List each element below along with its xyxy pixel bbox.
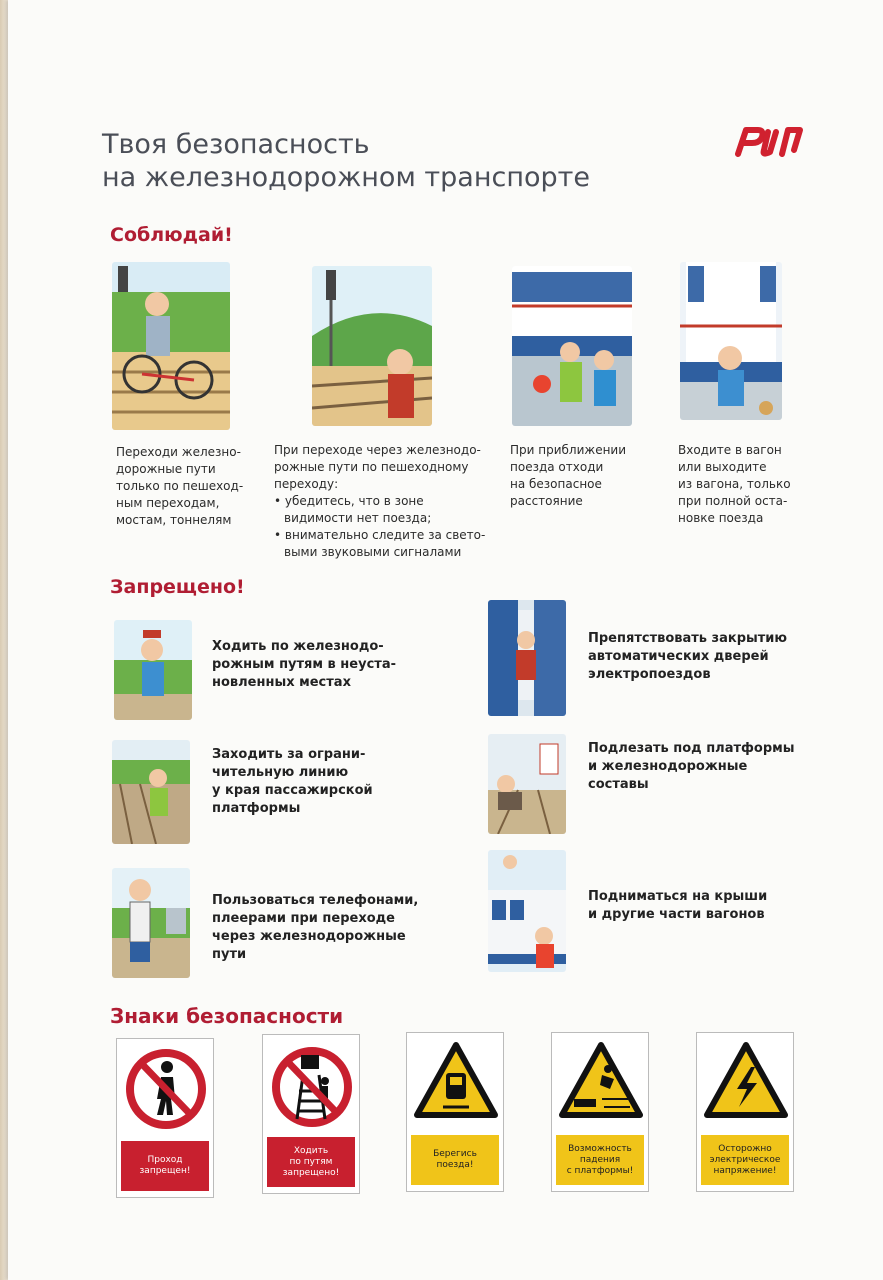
observe-caption-1: Переходи железно- дорожные пути только по пешеход- ным переходам, мостам, тоннелям [116,445,244,527]
forbidden-illustration-1 [114,620,192,720]
observe-illustration-3 [512,266,632,426]
page-title [102,128,662,194]
forbidden-heading: Запрещено! [110,576,245,598]
forbidden-illustration-6 [488,850,566,972]
sign-label: Возможность падения с платформы! [556,1135,644,1185]
title-line-1: Твоя безопасность [102,129,370,160]
sign-label: Осторожно электрическое напряжение! [701,1135,789,1185]
forbidden-text-3: Пользоваться телефонами, плеерами при переходе через железнодорожные пути [212,893,419,962]
observe-caption-2-bullet-2: • внимательно следите за свето- выми звуковыми сигналами [274,528,486,559]
observe-illustration-1 [112,262,230,430]
observe-caption-2-intro: При переходе через железнодо- рожные пути по пешеходному переходу: [274,443,481,491]
observe-heading: Соблюдай! [110,224,233,246]
sign-no-walking-on-tracks [262,1034,360,1194]
sign-label: Ходить по путям запрещено! [267,1137,355,1187]
no-pedestrian-icon [117,1039,215,1139]
fall-warning-icon [552,1033,650,1133]
observe-illustration-4 [680,262,782,420]
train-warning-icon [407,1033,505,1133]
sign-label: Проход запрещен! [121,1141,209,1191]
observe-caption-2-bullet-1: • убедитесь, что в зоне видимости нет поезда; [274,494,432,525]
forbidden-illustration-3 [112,868,190,978]
observe-caption-3: При приближении поезда отходи на безопасное расстояние [510,443,627,508]
observe-caption-2 [274,442,504,561]
sign-label: Берегись поезда! [411,1135,499,1185]
no-walking-on-tracks-icon [263,1035,361,1135]
signs-heading: Знаки безопасности [110,1004,344,1028]
sign-beware-train [406,1032,504,1192]
forbidden-text-4: Препятствовать закрытию автоматических дверей электропоездов [588,631,788,682]
forbidden-text-2: Заходить за ограни- чительную линию у края пассажирской платформы [212,747,373,816]
forbidden-text-5: Подлезать под платформы и железнодорожные составы [588,741,795,792]
forbidden-text-1: Ходить по железнодо- рожным путям в неуста- новленных местах [212,639,396,690]
observe-illustration-2 [312,266,432,426]
high-voltage-icon [697,1033,795,1133]
sign-high-voltage [696,1032,794,1192]
forbidden-text-6: Подниматься на крыши и другие части вагонов [588,889,768,922]
rzd-logo [730,120,808,162]
forbidden-illustration-2 [112,740,190,844]
page-edge [0,0,8,1280]
forbidden-illustration-4 [488,600,566,716]
sign-no-passage [116,1038,214,1198]
title-line-2: на железнодорожном транспорте [102,162,590,193]
sign-platform-fall [551,1032,649,1192]
observe-caption-4: Входите в вагон или выходите из вагона, только при полной оста- новке поезда [678,443,791,525]
forbidden-illustration-5 [488,734,566,834]
